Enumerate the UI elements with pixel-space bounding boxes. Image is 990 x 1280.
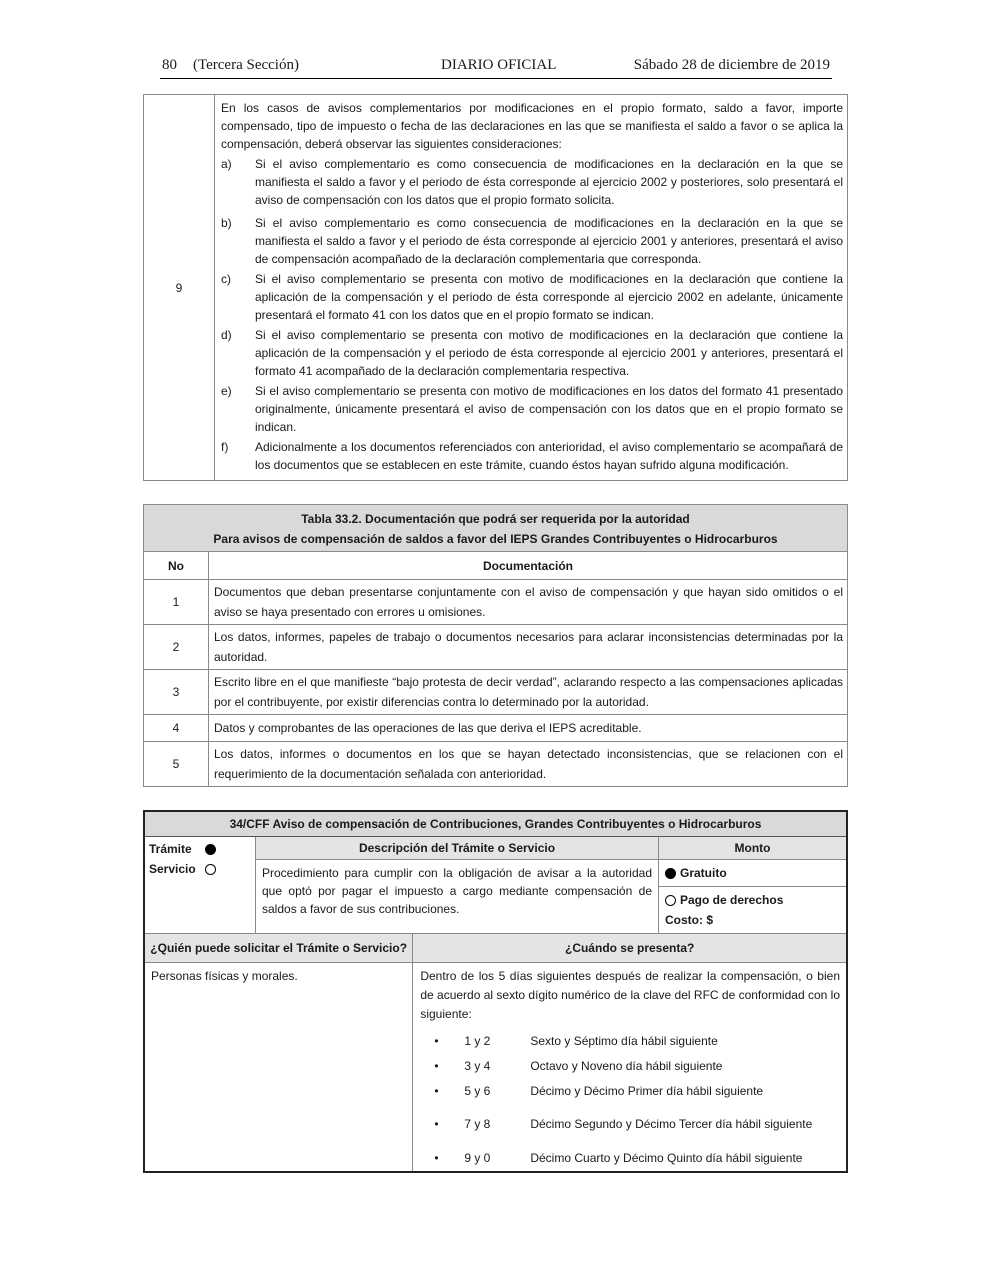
rfc-digits: 9 y 0 (464, 1150, 491, 1165)
caption-line: Tabla 33.2. Documentación que podrá ser requerida por la autoridad (301, 512, 690, 526)
considerations-body (215, 95, 848, 481)
costo-label: Costo: $ (665, 913, 713, 927)
row-documentation: Los datos, informes o documentos en los que se hayan detectado inconsistencias, que se relacionen con el requerimiento de la documentación señalada con anterioridad. (209, 742, 848, 787)
item-text: Si el aviso complementario se presenta con motivo de modificaciones en la declaración que contiene la aplicación de la compensación y el periodo de ésta corresponde al ejercicio 2001 y anteriores, presentará el formato 41 acompañado de la declaración complementaria respectiva. (255, 328, 843, 378)
table-row (144, 95, 848, 481)
considerations-table (143, 94, 848, 481)
row-number: 5 (144, 742, 209, 787)
rfc-digits: 3 y 4 (464, 1058, 491, 1073)
quien-header: ¿Quién puede solicitar el Trámite o Servicio? (144, 934, 413, 963)
item-label: b) (221, 216, 232, 230)
publication-date: Sábado 28 de diciembre de 2019 (633, 57, 830, 73)
row-documentation: Datos y comprobantes de las operaciones de las que deriva el IEPS acreditable. (209, 715, 848, 742)
tramite-servicio-cell (144, 837, 256, 934)
due-day: Sexto y Séptimo día hábil siguiente (530, 1033, 718, 1048)
list-item (420, 1103, 840, 1145)
table-row (144, 625, 848, 670)
filled-circle-icon (205, 844, 216, 855)
item-label: c) (221, 272, 231, 286)
row-documentation: Los datos, informes, papeles de trabajo o documentos necesarios para aclarar inconsistencias determinadas por la autoridad. (209, 625, 848, 670)
tramite-option (149, 839, 251, 859)
item-label: a) (221, 157, 232, 171)
due-day: Octavo y Noveno día hábil siguiente (530, 1058, 723, 1073)
rfc-digits: 1 y 2 (464, 1033, 491, 1048)
row-number: 3 (144, 670, 209, 715)
due-day: Décimo Cuarto y Décimo Quinto día hábil siguiente (530, 1150, 803, 1165)
row-documentation: Escrito libre en el que manifieste “bajo protesta de decir verdad”, aclarando respecto a las compensaciones aplicadas por el contribuyente, por existir diferencias contra lo determinado por la autoridad. (209, 670, 848, 715)
list-item (221, 382, 843, 436)
rfc-digits: 5 y 6 (464, 1083, 491, 1098)
section-label: (Tercera Sección) (193, 57, 299, 73)
documentation-table (143, 504, 848, 787)
tramite-label: Trámite (149, 842, 192, 856)
cuando-cell (413, 963, 847, 1173)
item-text: Si el aviso complementario se presenta con motivo de modificaciones en los datos del formato 41 presentado originalmente, únicamente presentará el aviso de compensación con los datos que en el propio formato se indican. (255, 384, 843, 434)
bullet-icon: • (434, 1058, 439, 1073)
table-row (144, 715, 848, 742)
empty-circle-icon (665, 895, 676, 906)
item-label: f) (221, 440, 229, 454)
gratuito-cell (659, 860, 848, 887)
filled-circle-icon (665, 868, 676, 879)
servicio-label: Servicio (149, 862, 196, 876)
column-header-no: No (144, 552, 209, 580)
pago-cell (659, 887, 848, 934)
bullet-icon: • (434, 1033, 439, 1048)
considerations-intro: En los casos de avisos complementarios por modificaciones en el propio formato, saldo a favor, importe compensado, tipo de impuesto o fecha de las declaraciones en las que se manifiesta el saldo a favor o se aplica la compensación, deberá observar las siguientes consideraciones: (221, 101, 843, 151)
list-item (221, 326, 843, 380)
list-item (221, 214, 843, 268)
list-item (221, 438, 843, 474)
item-text: Si el aviso complementario es como consecuencia de modificaciones en la declaración en la que se manifiesta el saldo a favor y el periodo de ésta corresponde al ejercicio 2002 y posteriores, solo presentará el aviso de compensación con los datos que el propio formato solicita. (255, 157, 843, 207)
row-number: 1 (144, 580, 209, 625)
pago-derechos-option (665, 890, 840, 910)
procedure-title: 34/CFF Aviso de compensación de Contribuciones, Grandes Contribuyentes o Hidrocarburos (144, 811, 847, 837)
bullet-icon: • (434, 1117, 439, 1131)
gratuito-option (665, 863, 840, 883)
table-row (144, 580, 848, 625)
procedure-table (143, 810, 848, 1173)
list-item (420, 1028, 840, 1053)
cuando-header: ¿Cuándo se presenta? (413, 934, 847, 963)
row-number: 2 (144, 625, 209, 670)
table-row (144, 742, 848, 787)
list-item (420, 1145, 840, 1170)
servicio-option (149, 859, 251, 879)
bullet-icon: • (434, 1150, 439, 1165)
list-item (420, 1078, 840, 1103)
caption-line: Para avisos de compensación de saldos a favor del IEPS Grandes Contribuyentes o Hidrocarburos (213, 532, 778, 546)
description-header: Descripción del Trámite o Servicio (256, 837, 659, 860)
row-number: 4 (144, 715, 209, 742)
list-item (221, 270, 843, 324)
monto-header: Monto (659, 837, 848, 860)
row-documentation: Documentos que deban presentarse conjuntamente con el aviso de compensación y que hayan sido omitidos o el aviso se haya presentado con errores u omisiones. (209, 580, 848, 625)
cuando-intro: Dentro de los 5 días siguientes después de realizar la compensación, o bien de acuerdo al sexto dígito numérico de la clave del RFC de conformidad con lo siguiente: (420, 969, 840, 1021)
item-text: Si el aviso complementario es como consecuencia de modificaciones en la declaración en la que se manifiesta el saldo a favor y el periodo de ésta corresponde al ejercicio 2001 y anteriores, presentará el aviso de compensación acompañado de la declaración complementaria que corresponda. (255, 216, 843, 266)
list-item (420, 1053, 840, 1078)
publication-title: DIARIO OFICIAL (441, 57, 557, 73)
row-number: 9 (144, 95, 215, 481)
costo-line (665, 910, 840, 930)
due-day: Décimo y Décimo Primer día hábil siguiente (530, 1083, 764, 1098)
list-item (221, 155, 843, 209)
pago-derechos-label: Pago de derechos (680, 893, 784, 907)
due-day: Décimo Segundo y Décimo Tercer día hábil siguiente (530, 1117, 813, 1131)
page-header (160, 56, 832, 79)
quien-value: Personas físicas y morales. (144, 963, 413, 1173)
item-text: Adicionalmente a los documentos referenciados con anterioridad, el aviso complementario se acompañará de los documentos que se establecen en este trámite, cuando éstos hayan sufrido alguna modificación. (255, 440, 843, 472)
column-header-documentation: Documentación (209, 552, 848, 580)
rfc-digits: 7 y 8 (464, 1117, 491, 1131)
table-row (144, 670, 848, 715)
item-label: e) (221, 384, 232, 398)
item-text: Si el aviso complementario se presenta con motivo de modificaciones en la declaración que contiene la aplicación de la compensación y el periodo de ésta corresponde al ejercicio 2002 en adelante, únicamente presentará el formato 41 con los datos que en el propio formato se indican. (255, 272, 843, 322)
table-caption (144, 505, 848, 552)
empty-circle-icon (205, 864, 216, 875)
page-number: 80 (162, 57, 177, 73)
procedure-description: Procedimiento para cumplir con la obligación de avisar a la autoridad que optó por pagar el impuesto a cargo mediante compensación de saldos a favor de sus contribuciones. (256, 860, 659, 934)
gratuito-label: Gratuito (680, 866, 727, 880)
item-label: d) (221, 328, 232, 342)
bullet-icon: • (434, 1083, 439, 1098)
